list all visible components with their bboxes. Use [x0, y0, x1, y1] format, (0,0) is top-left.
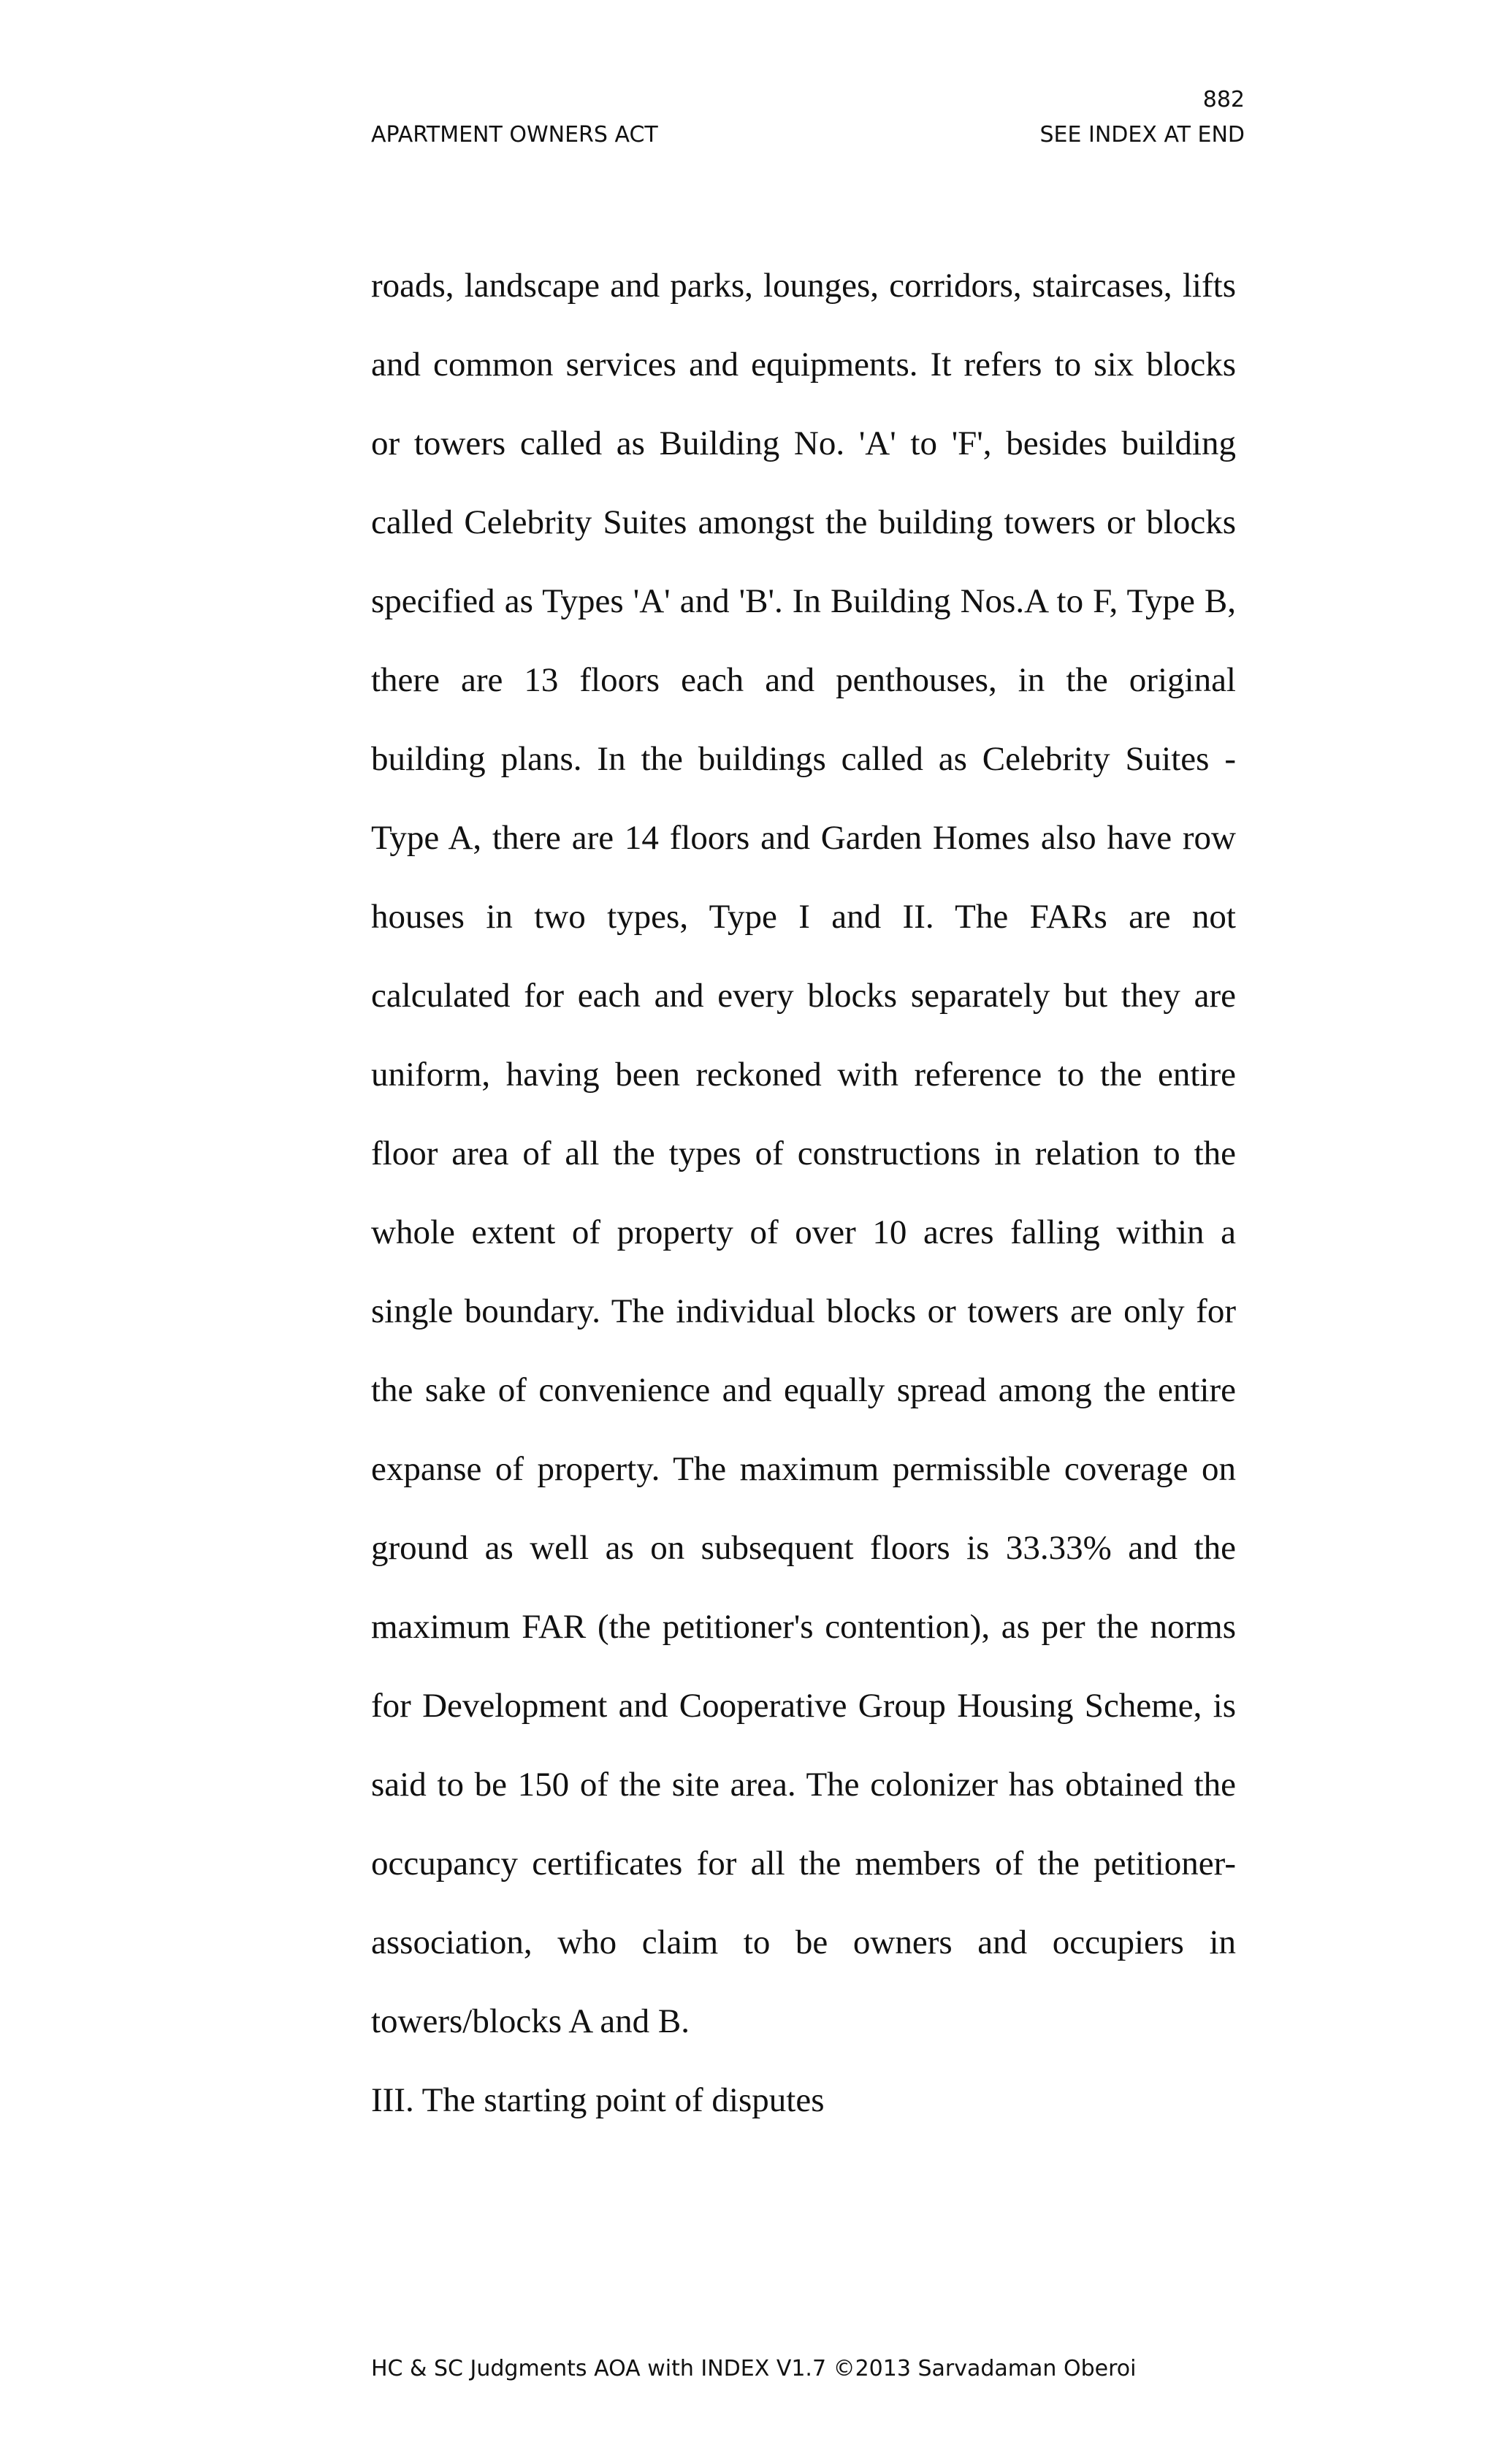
text-line: said to be 150 of the site area. The colonizer has obtained the [371, 1766, 1236, 1804]
text-line: specified as Types 'A' and 'B'. In Building Nos.A to F, Type B, [371, 582, 1236, 620]
text-line: expanse of property. The maximum permissible coverage on [371, 1450, 1236, 1488]
text-line: maximum FAR (the petitioner's contention), as per the norms [371, 1608, 1236, 1646]
section-heading: III. The starting point of disputes [371, 2081, 825, 2119]
page-number: 882 [1202, 87, 1245, 112]
text-line: uniform, having been reckoned with reference to the entire [371, 1056, 1236, 1094]
text-line: roads, landscape and parks, lounges, corridors, staircases, lifts [371, 267, 1236, 305]
text-line: association, who claim to be owners and occupiers in [371, 1923, 1236, 1961]
footer-copyright: HC & SC Judgments AOA with INDEX V1.7 ©2013 Sarvadaman Oberoi [371, 2356, 1137, 2381]
text-line: building plans. In the buildings called as Celebrity Suites - [371, 740, 1236, 778]
text-line: for Development and Cooperative Group Housing Scheme, is [371, 1687, 1236, 1725]
running-header-index-note: SEE INDEX AT END [1039, 122, 1245, 148]
text-line: floor area of all the types of constructions in relation to the [371, 1134, 1236, 1172]
text-line: houses in two types, Type I and II. The FARs are not [371, 898, 1236, 936]
text-line: whole extent of property of over 10 acres falling within a [371, 1213, 1236, 1251]
text-line: and common services and equipments. It refers to six blocks [371, 346, 1236, 384]
text-line: calculated for each and every blocks separately but they are [371, 977, 1236, 1015]
text-line: called Celebrity Suites amongst the building towers or blocks [371, 503, 1236, 541]
paragraph-end-line: towers/blocks A and B. [371, 2002, 690, 2040]
text-line: single boundary. The individual blocks or towers are only for [371, 1292, 1236, 1330]
text-line: or towers called as Building No. 'A' to 'F', besides building [371, 424, 1236, 462]
text-line: the sake of convenience and equally spread among the entire [371, 1371, 1236, 1409]
body-text [371, 261, 1236, 2154]
running-header-title: APARTMENT OWNERS ACT [371, 122, 658, 148]
text-line: ground as well as on subsequent floors is 33.33% and the [371, 1529, 1236, 1567]
text-line: there are 13 floors each and penthouses, in the original [371, 661, 1236, 699]
text-line: occupancy certificates for all the members of the petitioner- [371, 1845, 1236, 1883]
text-line: Type A, there are 14 floors and Garden Homes also have row [371, 819, 1236, 857]
